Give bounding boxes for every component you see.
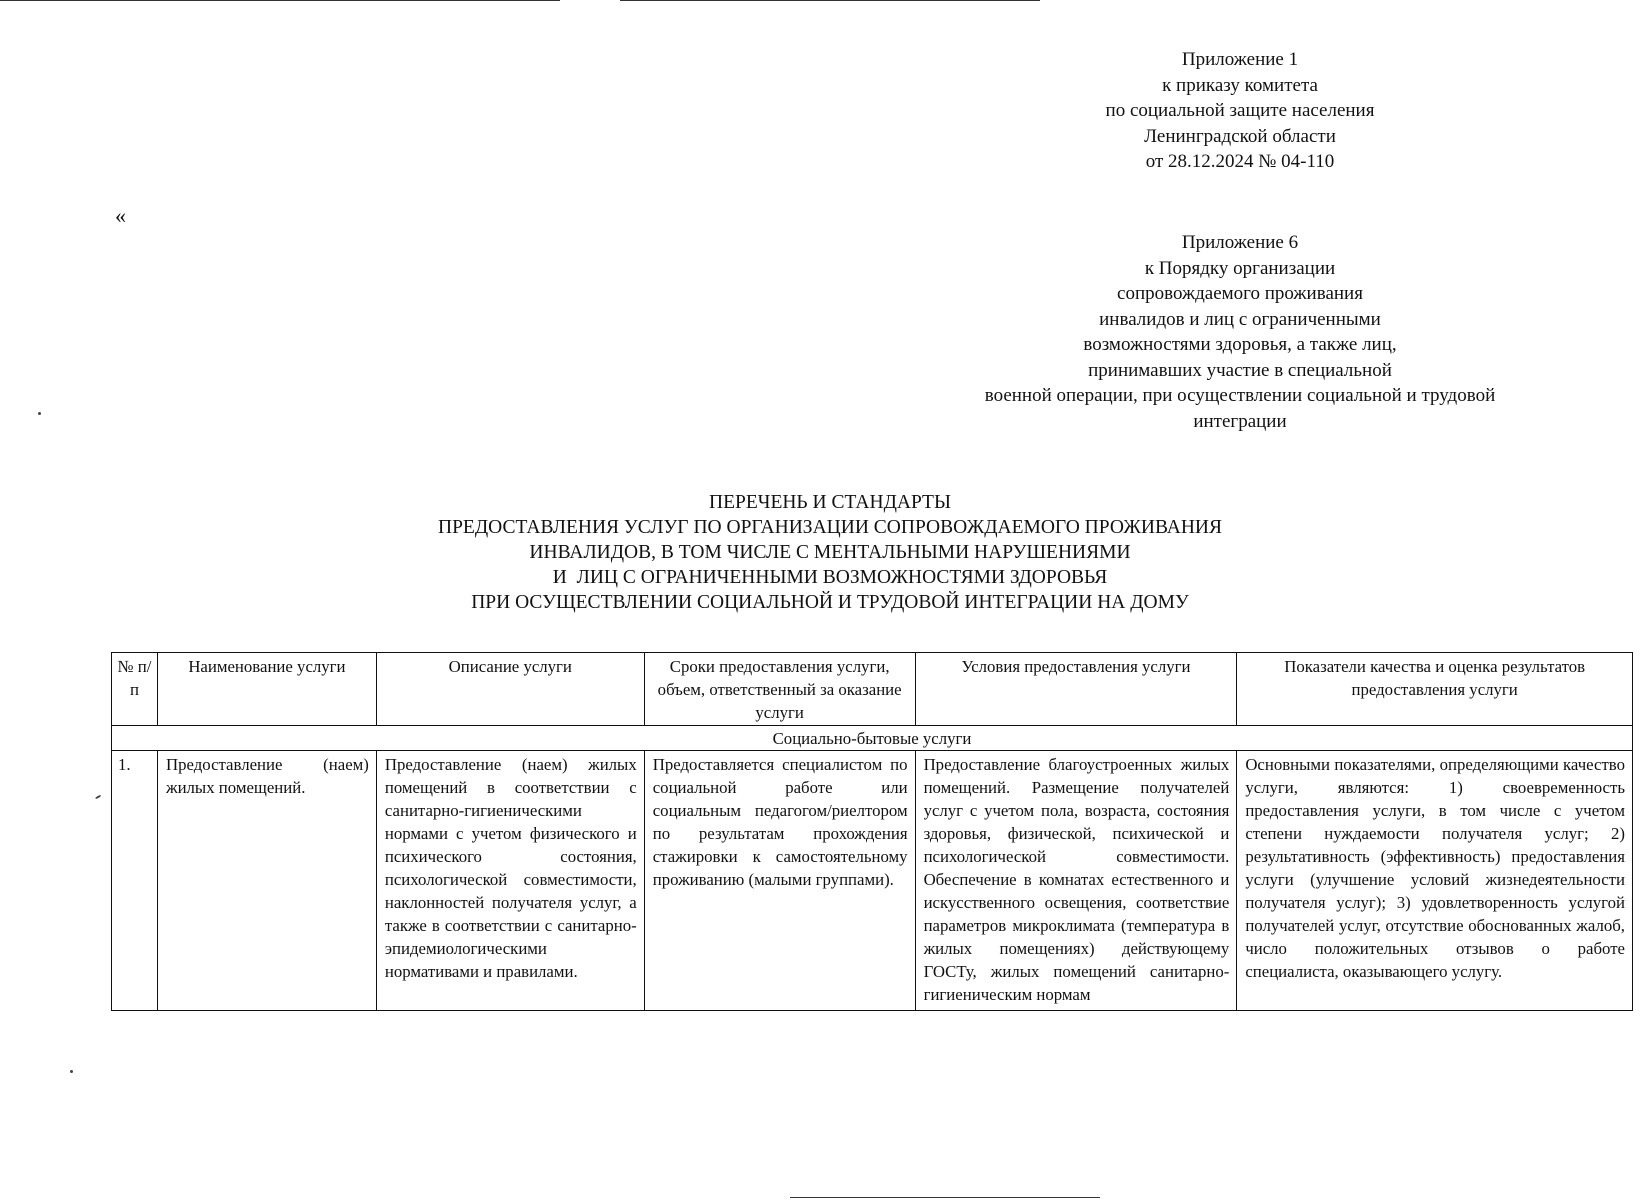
header-number — [112, 653, 158, 726]
header-service-conditions: Условия предоставления услуги — [915, 653, 1237, 726]
scan-edge-line — [790, 1197, 1100, 1198]
scan-speck — [38, 412, 41, 415]
appendix-line: инвалидов и лиц с ограниченными — [1099, 308, 1381, 330]
appendix-line: Приложение 6 — [1181, 232, 1299, 253]
scan-edge-line — [620, 0, 1040, 1]
service-terms-cell: Предоставляется специалистом по социальной работе или социальным педагогом/риелтором по результатам прохождения стажировки к самостоятельному проживанию (малыми группами). — [644, 751, 915, 1011]
header-service-name: Наименование услуги — [157, 653, 376, 726]
header-text: № п/п — [117, 657, 152, 699]
appendix-line: принимавших участие в специальной — [1088, 359, 1392, 381]
header-service-terms: Сроки предоставления услуги, объем, ответственный за оказание услуги — [644, 653, 915, 726]
appendix-line: к Порядку организации — [1144, 257, 1336, 279]
appendix-line: возможностями здоровья, а также лиц, — [1083, 334, 1397, 355]
service-conditions-cell: Предоставление благоустроенных жилых помещений. Размещение получателей услуг с учетом пола, возраста, состояния здоровья, физической, психической и психологической совместимости. Обеспечение в комнатах естественного и искусственного освещения, соответствие параметров микроклимата (температура в жилых помещениях) действующему ГОСТу, жилых помещений санитарно-гигиеническим нормам — [915, 751, 1237, 1011]
document-title — [330, 490, 1330, 615]
scan-speck — [95, 795, 101, 799]
appendix-line: Приложение 1 — [1181, 49, 1299, 70]
appendix-1-header — [1040, 47, 1440, 175]
header-quality-indicators: Показатели качества и оценка результатов предоставления услуги — [1237, 653, 1633, 726]
title-line: И ЛИЦ С ОГРАНИЧЕННЫМИ ВОЗМОЖНОСТЯМИ ЗДОРОВЬЯ — [552, 567, 1108, 588]
section-row — [112, 726, 1633, 751]
appendix-6-header — [940, 230, 1540, 434]
section-title: Социально-бытовые услуги — [112, 726, 1633, 751]
table-row — [112, 751, 1633, 1011]
services-table — [111, 652, 1633, 1011]
table-header-row — [112, 653, 1633, 726]
title-line: ПРИ ОСУЩЕСТВЛЕНИИ СОЦИАЛЬНОЙ И ТРУДОВОЙ ИНТЕГРАЦИИ НА ДОМУ — [471, 592, 1189, 613]
quality-indicators-cell: Основными показателями, определяющими качество услуги, являются: 1) своевременность предоставления услуги, в том числе с учетом степени нуждаемости получателя услуг; 2) результативность (эффективность) предоставления услуги (улучшение условий жизнедеятельности получателя услуг); 3) удовлетворенность услугой получателей услуг, отсутствие обоснованных жалоб, число положительных отзывов о работе специалиста, оказывающего услугу. — [1237, 751, 1633, 1011]
scan-edge-line — [0, 0, 560, 1]
scan-speck — [70, 1070, 73, 1073]
service-description-cell: Предоставление (наем) жилых помещений в соответствии с санитарно-гигиеническими нормами с учетом физического и психического состояния, психологической совместимости, наклонностей получателя услуг, а также в соответствии с санитарно-эпидемиологическими нормативами и правилами. — [376, 751, 644, 1011]
header-service-description: Описание услуги — [376, 653, 644, 726]
appendix-line: сопровождаемого проживания — [1117, 283, 1363, 304]
appendix-line: по социальной защите населения — [1105, 100, 1375, 121]
service-name-cell: Предоставление (наем) жилых помещений. — [157, 751, 376, 1011]
appendix-line: к приказу комитета — [1162, 74, 1318, 96]
appendix-line: военной операции, при осуществлении социальной и трудовой — [984, 385, 1496, 406]
title-line: ПЕРЕЧЕНЬ И СТАНДАРТЫ — [709, 492, 951, 513]
title-line: ПРЕДОСТАВЛЕНИЯ УСЛУГ ПО ОРГАНИЗАЦИИ СОПРОВОЖДАЕМОГО ПРОЖИВАНИЯ — [438, 517, 1222, 538]
appendix-line: от 28.12.2024 № 04-110 — [1145, 151, 1335, 172]
appendix-line: интеграции — [1193, 410, 1287, 432]
row-number: 1. — [112, 751, 158, 1011]
title-line: ИНВАЛИДОВ, В ТОМ ЧИСЛЕ С МЕНТАЛЬНЫМИ НАРУШЕНИЯМИ — [529, 542, 1131, 563]
appendix-line: Ленинградской области — [1144, 125, 1336, 147]
opening-quote: « — [115, 203, 126, 228]
